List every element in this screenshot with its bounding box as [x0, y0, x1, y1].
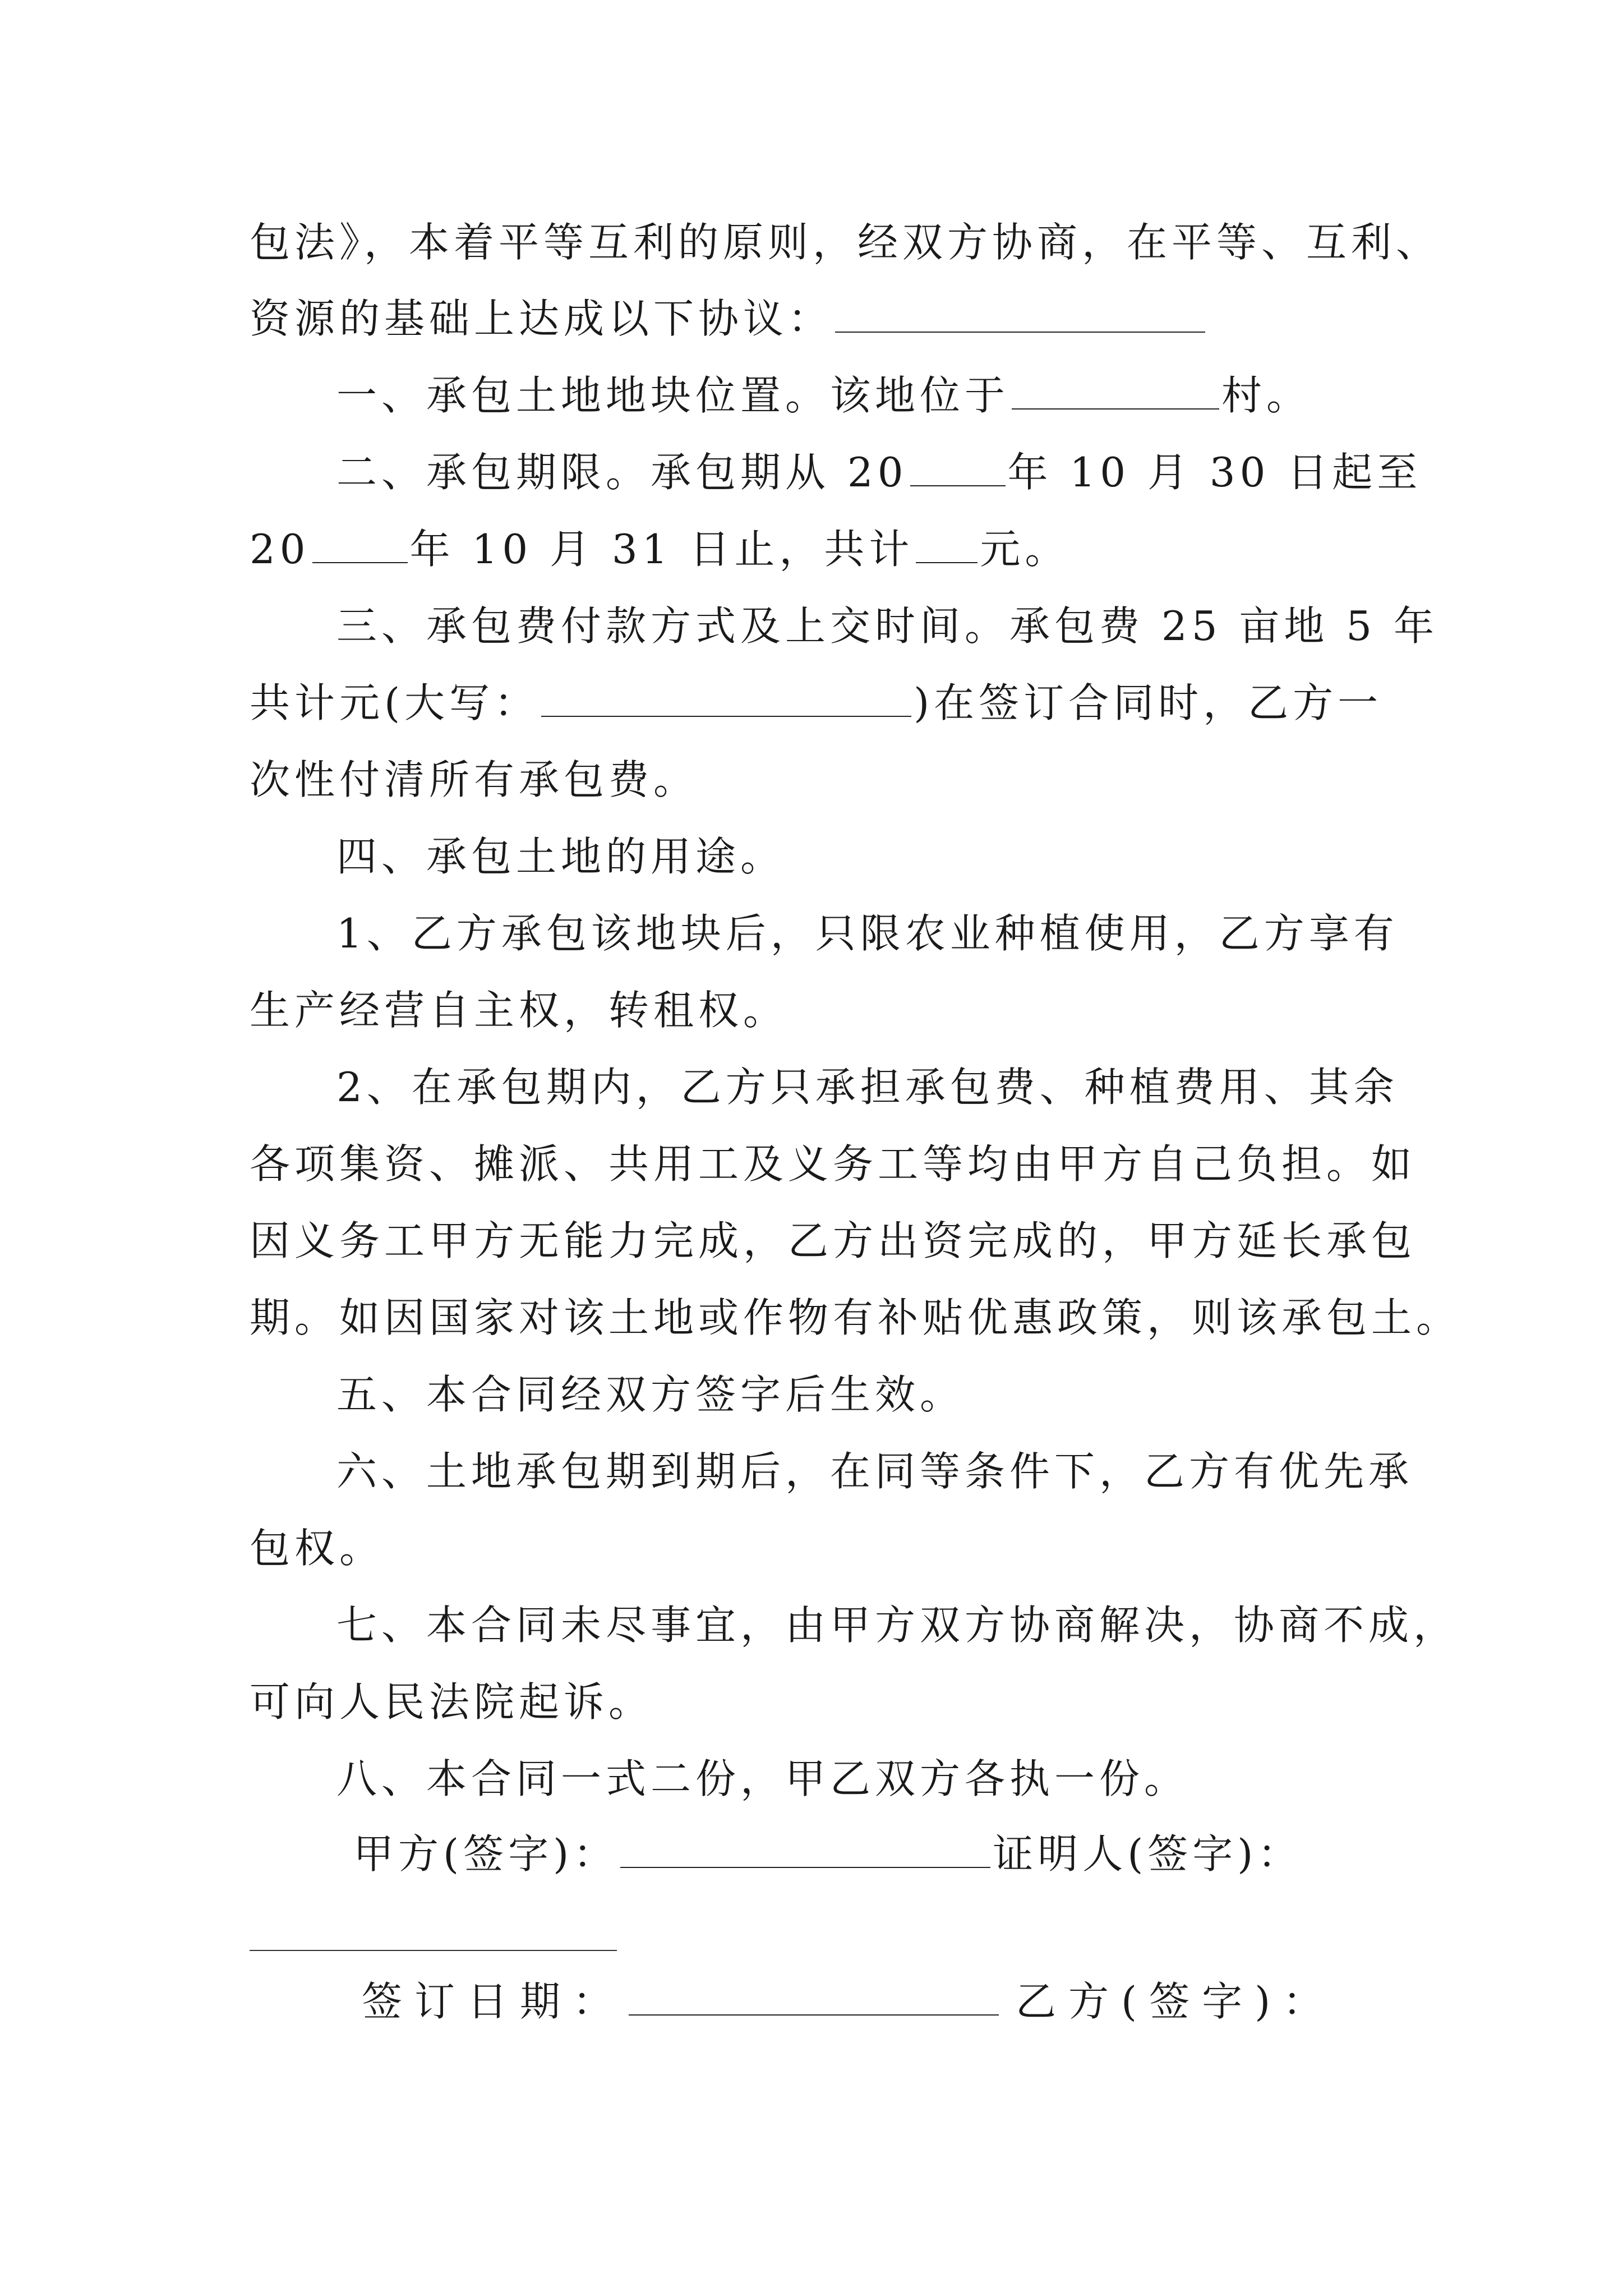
clause-2: [336, 444, 1422, 500]
text: 元。: [980, 526, 1070, 573]
signature-row-1: [353, 1826, 1302, 1882]
text: 四、承包土地的用途。: [336, 833, 786, 880]
text: 20: [250, 526, 310, 573]
sign-date-blank: [629, 1974, 999, 2016]
text: 三、承包费付款方式及上交时间。承包费 25 亩地 5 年: [336, 602, 1438, 650]
para-line-1: [250, 214, 1441, 270]
text: 七、本合同未尽事宜，由甲方双方协商解决，协商不成，: [336, 1602, 1459, 1649]
witness-signature-label: 证明人(签字)：: [993, 1830, 1303, 1878]
clause-3: [336, 598, 1438, 654]
text: )在签订合同时，乙方一: [914, 679, 1383, 726]
clause-1: [336, 367, 1311, 424]
text: 年 10 月 31 日止，共计: [409, 526, 914, 573]
clause-8: [336, 1751, 1189, 1807]
clause-3-cont-2: [250, 752, 698, 808]
clause-7-cont: [250, 1674, 653, 1730]
blank-line: [541, 675, 911, 717]
text: 期。如因国家对该土地或作物有补贴优惠政策，则该承包土。: [250, 1294, 1461, 1341]
text: 各项集资、摊派、共用工及义务工等均由甲方自己负担。如: [250, 1140, 1417, 1188]
clause-6: [336, 1443, 1413, 1499]
text: 包权。: [250, 1525, 385, 1572]
text: 次性付清所有承包费。: [250, 756, 699, 803]
text: 因义务工甲方无能力完成，乙方出资完成的，甲方延长承包: [250, 1217, 1417, 1264]
text: 可向人民法院起诉。: [250, 1678, 654, 1726]
text: 一、承包土地地块位置。该地位于: [336, 372, 1010, 419]
clause-4-1: [336, 905, 1399, 961]
text: 2、在承包期内，乙方只承担承包费、种植费用、其余: [336, 1064, 1399, 1111]
text: 年 10 月 30 日起至: [1007, 449, 1422, 496]
clause-6-cont: [250, 1520, 384, 1576]
text: 五、本合同经双方签字后生效。: [336, 1371, 965, 1418]
signature-row-2: [362, 1973, 1335, 2030]
clause-4: [336, 829, 785, 885]
clause-4-2-cont-1: [250, 1136, 1416, 1192]
text: 六、土地承包期到期后，在同等条件下，乙方有优先承: [336, 1448, 1414, 1495]
clause-2-cont: [250, 521, 1069, 577]
sign-date-label: 签订日期：: [362, 1978, 626, 2025]
text: 共计元(大写：: [250, 679, 540, 726]
clause-5: [336, 1366, 965, 1423]
clause-4-2-cont-2: [250, 1213, 1416, 1269]
text: 村。: [1221, 372, 1312, 419]
clause-4-2-cont-3: [250, 1290, 1461, 1346]
witness-signature-blank: [250, 1950, 617, 1951]
party-a-signature-blank: [620, 1826, 990, 1868]
clause-4-2: [336, 1059, 1399, 1115]
text: 资源的基础上达成以下协议：: [250, 295, 833, 342]
clause-4-1-cont: [250, 982, 788, 1038]
party-a-signature-label: 甲方(签字)：: [353, 1830, 619, 1878]
text: 1、乙方承包该地块后，只限农业种植使用，乙方享有: [336, 910, 1399, 957]
clause-7: [336, 1597, 1458, 1653]
clause-3-cont-1: [250, 675, 1382, 731]
text: 生产经营自主权，转租权。: [250, 987, 789, 1034]
text: 二、承包期限。承包期从 20: [336, 449, 908, 496]
blank-line: [916, 522, 978, 563]
para-line-2: [250, 291, 1207, 347]
party-b-signature-label: 乙方(签字)：: [1016, 1978, 1336, 2025]
blank-line: [910, 445, 1006, 486]
blank-line: [312, 522, 408, 563]
text: 包法》，本着平等互利的原则，经双方协商，在平等、互利、: [250, 219, 1441, 266]
text: 八、本合同一式二份，甲乙双方各执一份。: [336, 1755, 1189, 1802]
blank-line: [1012, 368, 1219, 409]
blank-line: [835, 291, 1205, 333]
